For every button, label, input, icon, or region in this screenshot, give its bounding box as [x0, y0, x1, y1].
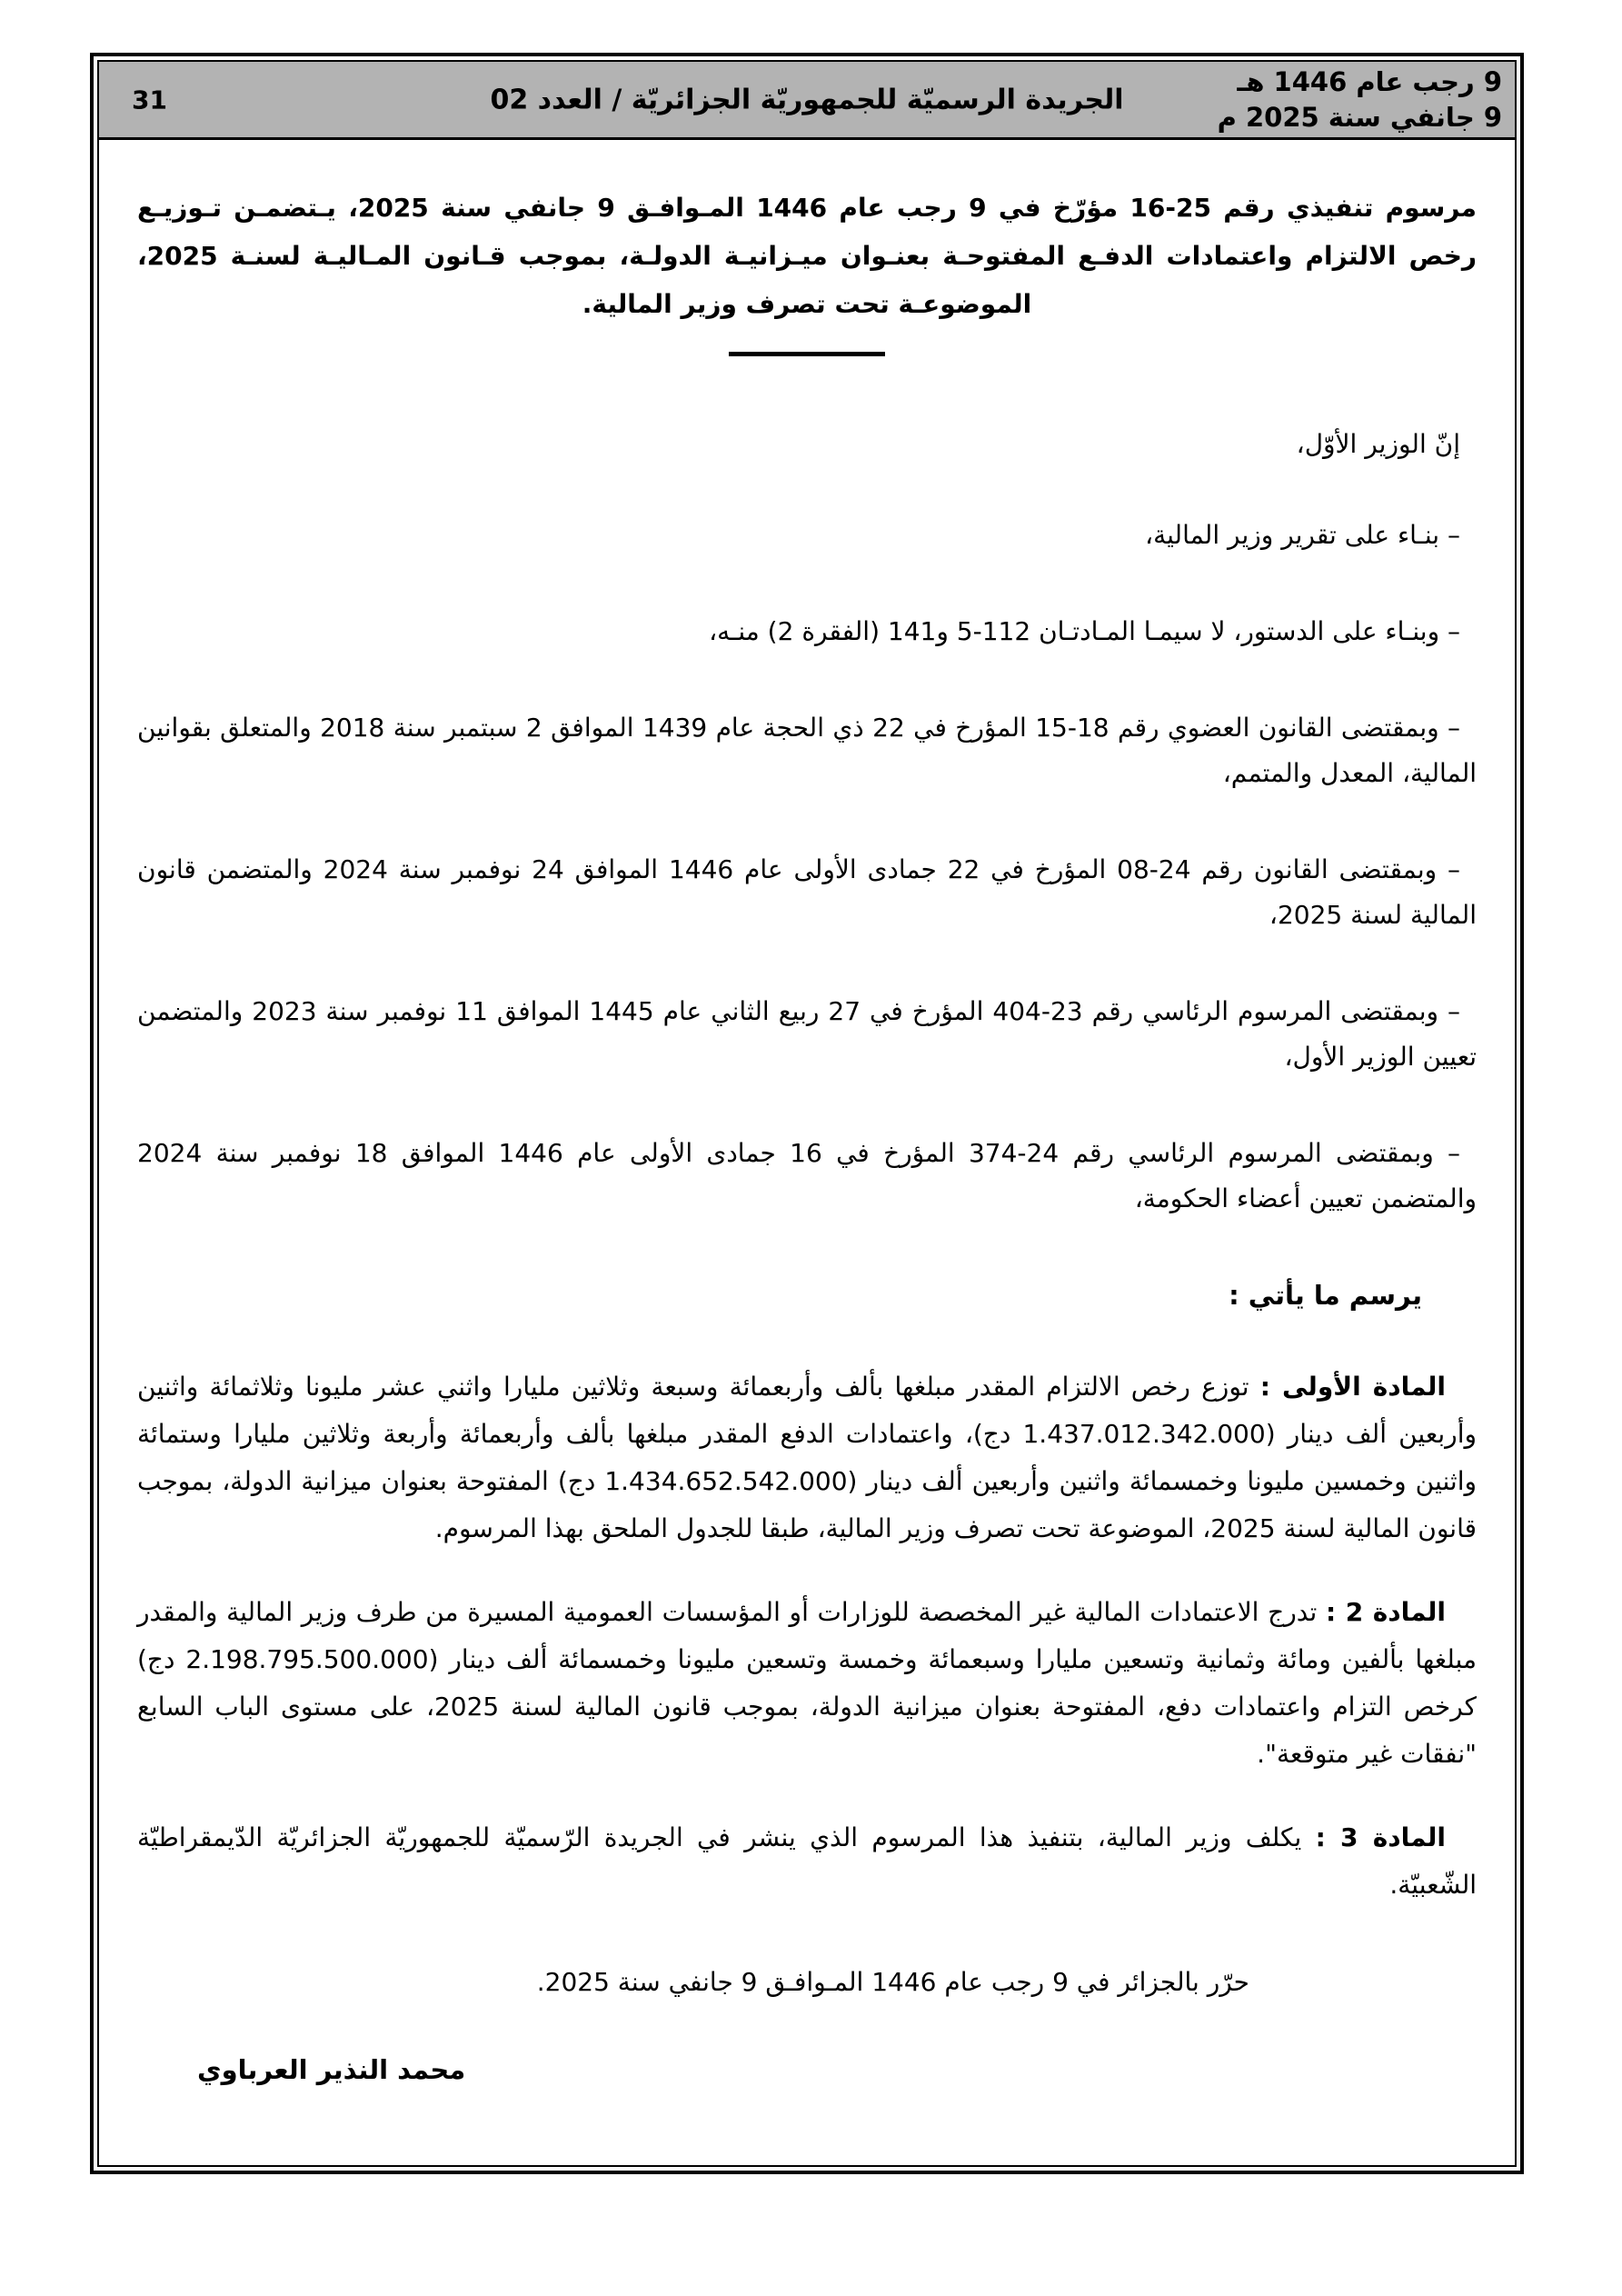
decree-opening: إنّ الوزير الأوّل،: [1296, 429, 1460, 459]
consideration-1: – بنـاء على تقرير وزير المالية،: [1145, 520, 1460, 550]
article-1-label: المادة الأولى :: [1259, 1372, 1446, 1402]
article-3-text: يكلف وزير المالية، بتنفيذ هذا المرسوم الذي ينشر في الجريدة الرّسميّة للجمهوريّة الجزائريّة الدّيمقراطيّة الشّعبيّة.: [137, 1822, 1477, 1900]
article-3: [137, 1814, 1477, 1909]
enactment-clause: يرسم ما يأتي :: [1229, 1280, 1422, 1311]
date-hijri: 9 رجب عام 1446 هـ: [1237, 66, 1502, 97]
consideration-6: – وبمقتضى المرسوم الرئاسي رقم 24-374 المؤرخ في 16 جمادى الأولى عام 1446 الموافق 18 نوفمبر سنة 2024 والمتضمن تعيين أعضاء الحكومة،: [137, 1138, 1477, 1213]
decree-intro: مرسوم تنفيذي رقم 25-16 مؤرّخ في 9 رجب عام 1446 المـوافـق 9 جانفي سنة 2025، يـتضمـن تـوزيـع رخص الالتزام واعتمادات الدفـع المفتوحـة بعنـوان ميـزانيـة الدولـة، بموجب قـانون المـاليـة لسنـة 2025، الموضوعـة تحت تصرف وزير المالية.: [137, 193, 1477, 319]
article-2: [137, 1589, 1477, 1778]
consideration-3: – وبمقتضى القانون العضوي رقم 18-15 المؤرخ في 22 ذي الحجة عام 1439 الموافق 2 سبتمبر سنة 2018 والمتعلق بقوانين المالية، المعدل والمتمم،: [137, 713, 1477, 788]
page-number: 31: [132, 85, 167, 115]
date-gregorian: 9 جانفي سنة 2025 م: [1217, 102, 1502, 133]
issued-line: حرّر بالجزائر في 9 رجب عام 1446 المـوافـق 9 جانفي سنة 2025.: [536, 1967, 1249, 1997]
article-1-text: توزع رخص الالتزام المقدر مبلغها بألف وأربعمائة وسبعة وثلاثين مليارا واثني عشر مليونا وثلاثمائة واثنين وأربعين ألف دينار (1.437.012.342.000 دج)، واعتمادات الدفع المقدر مبلغها بألف وأربعمائة وأربعة وثلاثين مليارا وستمائة واثنين وخمسين مليونا وخمسمائة واثنين وأربعين ألف دينار (1.434.652.542.000 دج) المفتوحة بعنوان ميزانية الدولة، بموجب قانون المالية لسنة 2025، الموضوعة تحت تصرف وزير المالية، طبقا للجدول الملحق بهذا المرسوم.: [137, 1372, 1478, 1543]
consideration-4: – وبمقتضى القانون رقم 24-08 المؤرخ في 22 جمادى الأولى عام 1446 الموافق 24 نوفمبر سنة 2024 والمتضمن قانون المالية لسنة 2025،: [137, 854, 1477, 930]
page-frame-inner: [97, 60, 1517, 2167]
page-frame: [90, 53, 1524, 2174]
signature-name: محمد النذير العرباوي: [197, 2054, 466, 2085]
article-2-label: المادة 2 :: [1325, 1597, 1447, 1627]
gazette-header: [99, 62, 1515, 140]
decree-body: [99, 140, 1515, 2165]
journal-title: الجريدة الرسميّة للجمهوريّة الجزائريّة / العدد 02: [490, 84, 1124, 115]
consideration-2: – وبنـاء على الدستور، لا سيمـا المـادتـان 112-5 و141 (الفقرة 2) منـه،: [709, 616, 1460, 646]
section-divider: [729, 352, 885, 356]
article-2-text: تدرج الاعتمادات المالية غير المخصصة للوزارات أو المؤسسات العمومية المسيرة من طرف وزير المالية والمقدر مبلغها بألفين ومائة وثمانية وتسعين مليارا وسبعمائة وخمسة وتسعين مليونا وخمسمائة ألف دينار (2.198.795.500.000 دج) كرخص التزام واعتمادات دفع، المفتوحة بعنوان ميزانية الدولة، بموجب قانون المالية لسنة 2025، على مستوى الباب السابع "نفقات غير متوقعة".: [137, 1597, 1477, 1769]
article-1: [137, 1363, 1477, 1552]
article-3-label: المادة 3 :: [1315, 1822, 1446, 1852]
consideration-5: – وبمقتضى المرسوم الرئاسي رقم 23-404 المؤرخ في 27 ربيع الثاني عام 1445 الموافق 11 نوفمبر سنة 2023 والمتضمن تعيين الوزير الأول،: [137, 996, 1477, 1072]
